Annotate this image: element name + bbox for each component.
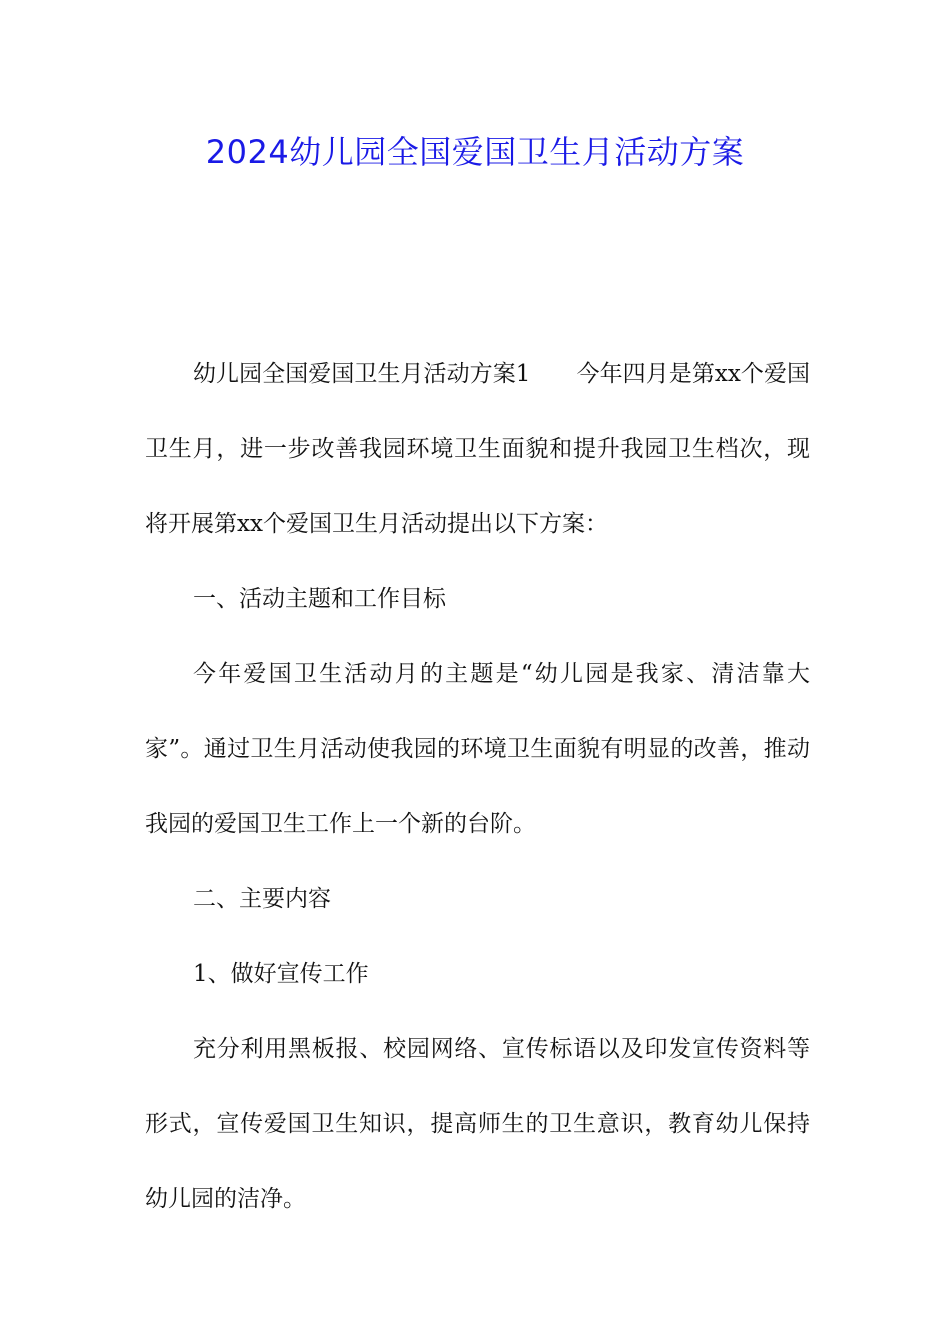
heading-main-content: 二、主要内容 xyxy=(193,886,331,912)
document-title: 2024幼儿园全国爱国卫生月活动方案 xyxy=(205,133,745,171)
document-body xyxy=(145,337,810,1237)
paragraph-theme: 今年爱国卫生活动月的主题是“幼儿园是我家、清洁靠大家”。通过卫生月活动使我园的环境卫生面貌有明显的改善，推动我园的爱国卫生工作上一个新的台阶。 xyxy=(145,661,810,837)
paragraph-intro: 幼儿园全国爱国卫生月活动方案1 今年四月是第xx个爱国卫生月，进一步改善我园环境卫生面貌和提升我园卫生档次，现将开展第xx个爱国卫生月活动提出以下方案： xyxy=(145,361,810,537)
heading-activity-theme: 一、活动主题和工作目标 xyxy=(193,586,446,612)
paragraph-publicity: 充分利用黑板报、校园网络、宣传标语以及印发宣传资料等形式，宣传爱国卫生知识，提高师生的卫生意识，教育幼儿保持幼儿园的洁净。 xyxy=(145,1036,810,1212)
heading-publicity: 1、做好宣传工作 xyxy=(193,961,369,987)
